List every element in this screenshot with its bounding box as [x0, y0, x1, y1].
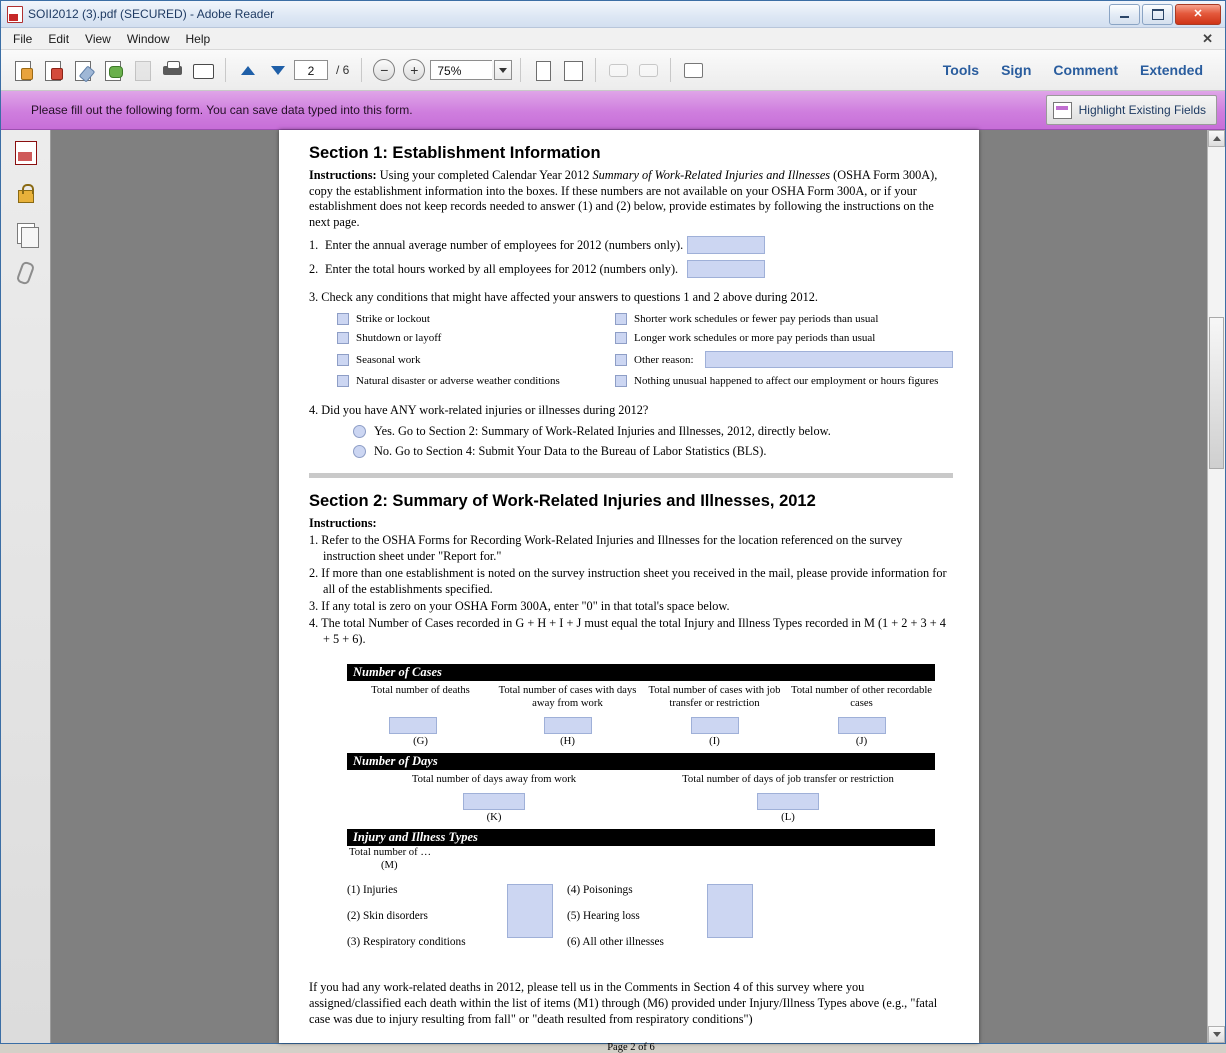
question-2-number: 2.: [309, 261, 319, 276]
email-button[interactable]: [189, 55, 217, 85]
navigation-sidebar: [1, 130, 51, 1043]
pdf-page-area[interactable]: [51, 130, 1207, 1053]
question-4-yes-label: Yes. Go to Section 2: Summary of Work-Related Injuries and Illnesses, 2012, directly below.: [374, 424, 831, 439]
toolbar-right-links: [943, 62, 1217, 78]
menu-file[interactable]: File: [13, 31, 33, 46]
comment-bubble-icon: [607, 59, 629, 81]
type-label: (3) Respiratory conditions: [347, 935, 466, 948]
zoom-out-icon: −: [373, 59, 395, 81]
maximize-button[interactable]: [1142, 4, 1173, 25]
number-of-cases-header: Number of Cases: [347, 664, 935, 681]
condition-label: Strike or lockout: [356, 313, 430, 326]
other-reason-field[interactable]: [705, 351, 953, 368]
days-letter: (L): [781, 811, 795, 824]
scrollbar-track[interactable]: [1208, 147, 1225, 1026]
question-2-row: [309, 260, 953, 278]
maximize-icon: [1152, 9, 1164, 20]
field-deaths-g[interactable]: [389, 717, 437, 734]
field-job-transfer-cases-i[interactable]: [691, 717, 739, 734]
cases-letter: (G): [413, 734, 428, 747]
zoom-out-button[interactable]: [370, 55, 398, 85]
question-1-label: Enter the annual average number of employees for 2012 (numbers only).: [325, 237, 684, 252]
comment-panel-button[interactable]: Comment: [1053, 62, 1118, 78]
question-4-option-no[interactable]: [309, 444, 953, 459]
condition-strike-or-lockout[interactable]: [337, 313, 615, 325]
section2-instructions-label: Instructions:: [309, 516, 377, 531]
page-number-input[interactable]: 2: [294, 60, 328, 80]
form-notification-bar: [1, 91, 1225, 130]
number-of-days-header: Number of Days: [347, 753, 935, 770]
highlight-existing-fields-button[interactable]: [1046, 95, 1217, 125]
field-days-away-cases-h[interactable]: [544, 717, 592, 734]
types-grid: [347, 884, 935, 962]
type-label: (1) Injuries: [347, 883, 398, 896]
highlight-existing-fields-label: Highlight Existing Fields: [1078, 103, 1206, 117]
fit-page-button[interactable]: [529, 55, 557, 85]
cases-letter: (H): [560, 734, 575, 747]
upload-button[interactable]: [99, 55, 127, 85]
condition-label: Nothing unusual happened to affect our employment or hours figures: [634, 375, 939, 388]
cases-letter: (J): [855, 734, 868, 747]
radio-button-icon[interactable]: [353, 445, 366, 458]
triangle-down-icon: [1213, 1032, 1221, 1037]
condition-shutdown-or-layoff[interactable]: [337, 332, 615, 344]
days-input-row: [347, 793, 935, 810]
security-lock-icon[interactable]: [13, 180, 39, 206]
conditions-checkbox-grid: [309, 313, 953, 387]
menu-edit[interactable]: Edit: [48, 31, 70, 46]
condition-other-reason[interactable]: [615, 351, 953, 368]
fit-width-icon: [562, 59, 584, 81]
section1-instructions-a: Using your completed Calendar Year 2012: [376, 168, 593, 182]
menu-view[interactable]: View: [85, 31, 111, 46]
scrollbar-thumb[interactable]: [1209, 317, 1224, 469]
next-page-button[interactable]: [264, 55, 292, 85]
days-column-label: Total number of days of job transfer or restriction: [682, 772, 894, 785]
create-pdf-icon: [42, 59, 64, 81]
summary-tables: [309, 664, 953, 962]
checkbox-icon[interactable]: [615, 332, 627, 344]
cases-column-headers: [347, 681, 935, 709]
types-right-labels: [567, 884, 707, 962]
condition-label: Other reason:: [634, 353, 694, 366]
days-column-headers: [347, 770, 935, 785]
checkbox-icon[interactable]: [337, 375, 349, 387]
condition-natural-disaster[interactable]: [337, 375, 615, 387]
close-document-icon[interactable]: ✕: [1202, 30, 1213, 46]
condition-label: Shutdown or layoff: [356, 332, 442, 345]
section1-instructions: [309, 168, 953, 230]
print-button[interactable]: [159, 55, 187, 85]
condition-label: Natural disaster or adverse weather conditions: [356, 375, 560, 388]
section2-step: 1. Refer to the OSHA Forms for Recording Work-Related Injuries and Illnesses for the location referenced on the survey instruction sheet under "Report for.": [309, 533, 903, 564]
section1-instructions-label: Instructions:: [309, 168, 377, 182]
section2-title: Section 2: Summary of Work-Related Injuries and Illnesses, 2012: [309, 492, 816, 511]
type-label: (2) Skin disorders: [347, 909, 428, 922]
field-days-away-k[interactable]: [463, 793, 525, 810]
section2-step: 3. If any total is zero on your OSHA Form 300A, enter "0" in that total's space below.: [309, 599, 730, 614]
edit-pdf-button[interactable]: [69, 55, 97, 85]
condition-label: Seasonal work: [356, 353, 421, 366]
previous-page-button[interactable]: [234, 55, 262, 85]
type-label: (4) Poisonings: [567, 883, 633, 896]
field-other-recordable-cases-j[interactable]: [838, 717, 886, 734]
total-hours-worked-field[interactable]: [687, 260, 765, 278]
create-pdf-button[interactable]: [39, 55, 67, 85]
annual-average-employees-field[interactable]: [687, 236, 765, 254]
section1-instructions-italic: Summary of Work-Related Injuries and Illnesses: [592, 168, 831, 182]
field-types-left[interactable]: [507, 884, 553, 938]
type-label: (5) Hearing loss: [567, 909, 640, 922]
toolbar-separator-3: [520, 58, 521, 82]
arrow-down-icon: [271, 66, 285, 75]
read-mode-button[interactable]: [679, 55, 707, 85]
chevron-down-icon: [499, 68, 507, 73]
form-notification-message: Please fill out the following form. You can save data typed into this form.: [31, 103, 413, 117]
tools-panel-button[interactable]: Tools: [942, 62, 980, 78]
question-2-label: Enter the total hours worked by all employees for 2012 (numbers only).: [325, 261, 679, 276]
types-right-field-cell: [707, 884, 767, 938]
checkbox-icon[interactable]: [337, 313, 349, 325]
checkbox-icon[interactable]: [615, 313, 627, 325]
envelope-icon: [192, 59, 214, 81]
cases-letter-row: [347, 735, 935, 747]
toolbar-separator-5: [670, 58, 671, 82]
question-1-number: 1.: [309, 237, 319, 252]
section1-instructions-b: (OSHA Form 300A), copy the establishment information into the boxes. If these numbers are not available on your OSHA Form 300A, or if your establishment does not keep records needed to answer (1) and (2) below, provide estimates by following the instructions on the next page.: [309, 168, 938, 229]
checkbox-icon[interactable]: [615, 354, 627, 366]
fit-page-icon: [532, 59, 554, 81]
types-subtitle-line1: Total number of …: [349, 846, 432, 859]
condition-shorter-work-schedules[interactable]: [615, 313, 953, 325]
condition-label: Longer work schedules or more pay periods than usual: [634, 332, 876, 345]
section-divider: [309, 473, 953, 478]
types-subtitle-line2: (M): [381, 859, 398, 872]
checkbox-icon[interactable]: [615, 375, 627, 387]
types-left-field-cell: [507, 884, 567, 938]
toolbar-separator-4: [595, 58, 596, 82]
types-left-labels: [347, 884, 507, 962]
open-file-icon: [12, 59, 34, 81]
field-types-right[interactable]: [707, 884, 753, 938]
text-highlight-icon: [637, 59, 659, 81]
toolbar-separator-1: [225, 58, 226, 82]
menu-window[interactable]: Window: [126, 31, 170, 46]
pdf-page-2: [279, 130, 979, 1053]
highlight-text-button[interactable]: [634, 55, 662, 85]
toolbar-separator-2: [361, 58, 362, 82]
condition-nothing-unusual[interactable]: [615, 375, 953, 387]
zoom-dropdown-button[interactable]: [494, 60, 512, 80]
cases-letter: (I): [709, 734, 720, 747]
add-comment-button[interactable]: [604, 55, 632, 85]
menu-help[interactable]: Help: [185, 31, 211, 46]
condition-longer-work-schedules[interactable]: [615, 332, 953, 344]
zoom-level-input[interactable]: 75%: [430, 60, 492, 80]
zoom-in-icon: +: [403, 59, 425, 81]
condition-label: Shorter work schedules or fewer pay periods than usual: [634, 313, 879, 326]
cases-column-label: Total number of other recordable cases: [790, 684, 933, 709]
upload-cloud-icon: [102, 59, 124, 81]
section2-step: 2. If more than one establishment is noted on the survey instruction sheet you received in the mail, please provide information for all of the establishments specified.: [309, 566, 947, 597]
attachments-paperclip-icon[interactable]: [13, 260, 39, 286]
cases-input-row: [347, 717, 935, 734]
checkbox-icon[interactable]: [337, 354, 349, 366]
question-4-option-yes[interactable]: [309, 424, 953, 439]
arrow-up-icon: [241, 66, 255, 75]
days-letter: (K): [486, 811, 502, 824]
expand-arrows-icon: [682, 59, 704, 81]
vertical-scrollbar[interactable]: [1207, 130, 1225, 1043]
highlight-fields-icon: [1053, 102, 1072, 119]
cases-column-label: Total number of deaths: [371, 684, 470, 697]
open-file-button[interactable]: [9, 55, 37, 85]
extended-panel-button[interactable]: Extended: [1139, 62, 1203, 78]
printer-icon: [162, 59, 184, 81]
fit-width-button[interactable]: [559, 55, 587, 85]
window-controls: [1109, 4, 1223, 25]
question-4-no-label: No. Go to Section 4: Submit Your Data to the Bureau of Labor Statistics (BLS).: [374, 444, 767, 459]
section2-step: 4. The total Number of Cases recorded in G + H + I + J must equal the total Injury and Illness Types recorded in M (1 + 2 + 3 + 4 + 5 + 6).: [309, 616, 946, 647]
document-viewer: [1, 130, 1225, 1053]
type-label: (6) All other illnesses: [567, 935, 664, 948]
page-footer: Page 2 of 6: [607, 1041, 655, 1053]
main-toolbar: [1, 50, 1225, 91]
scroll-up-button[interactable]: [1208, 130, 1225, 147]
pdf-document-icon: [7, 6, 23, 23]
question-4-label: 4. Did you have ANY work-related injuries or illnesses during 2012?: [309, 403, 649, 418]
scroll-down-button[interactable]: [1208, 1026, 1225, 1043]
cases-column-label: Total number of cases with job transfer or restriction: [648, 684, 781, 709]
radio-button-icon[interactable]: [353, 425, 366, 438]
minimize-icon: [1120, 16, 1129, 18]
field-job-transfer-days-l[interactable]: [757, 793, 819, 810]
injury-illness-types-header: Injury and Illness Types: [347, 829, 935, 846]
pencil-icon: [72, 59, 94, 81]
section2-closing-note: If you had any work-related deaths in 2012, please tell us in the Comments in Section 4 of this survey where you assigned/classified each death within the list of items (M1) through (M6) provided under Injury/Illness Types above (e.g., "fatal case was due to injury resulting from fall" or "death resulted from respiratory conditions"): [309, 979, 938, 1026]
days-column-label: Total number of days away from work: [411, 772, 577, 785]
section1-title: Section 1: Establishment Information: [309, 144, 601, 162]
page-copy-icon[interactable]: [13, 220, 39, 246]
section2-steps: [309, 533, 953, 648]
title-bar: [1, 1, 1225, 28]
save-disk-icon: [132, 59, 154, 81]
window-title: SOII2012 (3).pdf (SECURED) - Adobe Reader: [28, 7, 275, 21]
question-3-label: 3. Check any conditions that might have affected your answers to questions 1 and 2 above during 2012.: [309, 290, 818, 305]
question-1-row: [309, 236, 953, 254]
condition-seasonal-work[interactable]: [337, 351, 615, 368]
minimize-button[interactable]: [1109, 4, 1140, 25]
sign-panel-button[interactable]: Sign: [1001, 62, 1032, 78]
save-button[interactable]: [129, 55, 157, 85]
page-thumbnails-icon[interactable]: [13, 140, 39, 166]
page-count-label: / 6: [336, 63, 350, 77]
days-letter-row: [347, 811, 935, 823]
cases-column-label: Total number of cases with days away from work: [498, 684, 637, 709]
triangle-up-icon: [1213, 136, 1221, 141]
checkbox-icon[interactable]: [337, 332, 349, 344]
menu-bar: [1, 28, 1225, 50]
zoom-in-button[interactable]: [400, 55, 428, 85]
close-button[interactable]: ✕: [1175, 4, 1221, 25]
